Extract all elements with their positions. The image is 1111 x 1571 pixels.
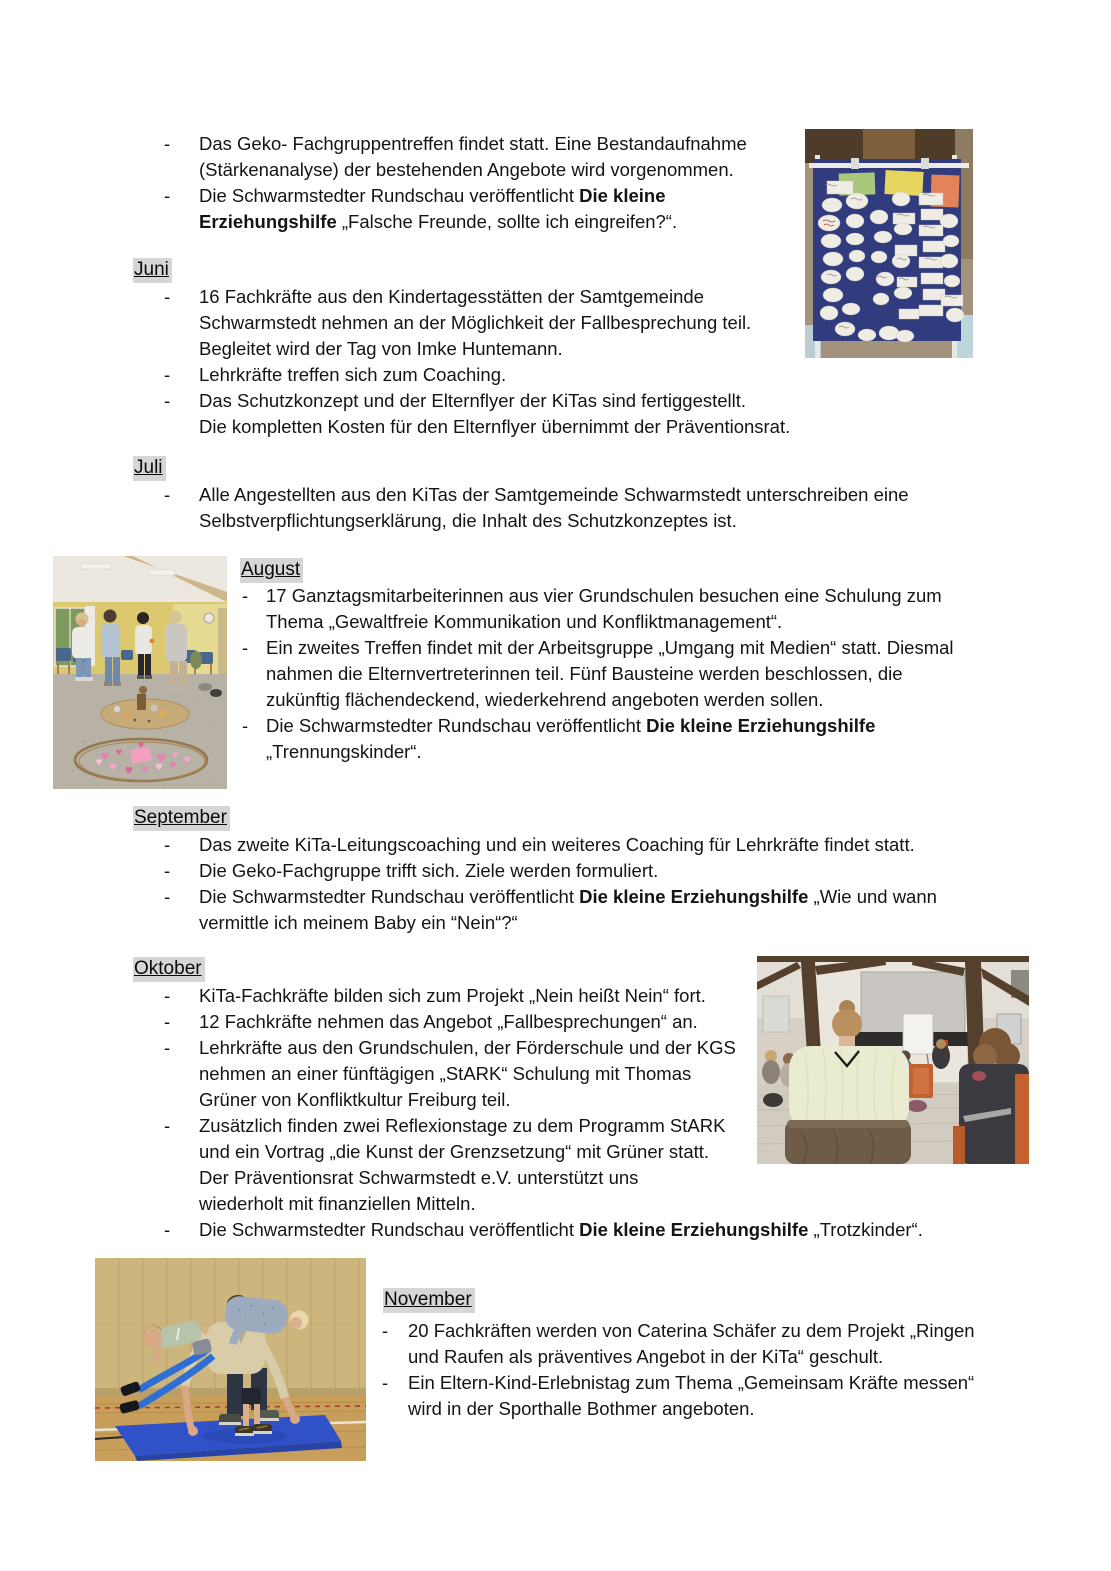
section-list-september	[164, 832, 1064, 936]
svg-text:♥: ♥	[100, 752, 110, 763]
bullet-text: Die Schwarmstedter Rundschau veröffentlicht Die kleine Erziehungshilfe „Falsche Freunde, sollte ich eingreifen?“.	[199, 185, 678, 232]
bullet-item	[242, 583, 1062, 635]
section-heading-oktober: Oktober	[133, 957, 205, 982]
wall-clock	[204, 613, 214, 623]
svg-text:♥: ♥	[141, 765, 149, 774]
chair-with-blanket	[785, 1120, 911, 1164]
svg-text:♥: ♥	[108, 763, 118, 773]
bullet-item	[382, 1318, 1072, 1370]
bullet-text: Das Schutzkonzept und der Elternflyer der KiTas sind fertiggestellt. Die kompletten Kosten für den Elternflyer übernimmt der Präventionsrat.	[199, 390, 791, 437]
bullet-dash: -	[164, 834, 171, 855]
bullet-item	[382, 1370, 1072, 1422]
bullet-text: 20 Fachkräften werden von Caterina Schäfer zu dem Projekt „Ringen und Raufen als präventives Angebot in der KiTa“ geschult.	[408, 1320, 975, 1367]
bullet-text: Ein Eltern-Kind-Erlebnistag zum Thema „Gemeinsam Kräfte messen“ wird in der Sporthalle Bothmer angeboten.	[408, 1372, 975, 1419]
svg-text:♥: ♥	[169, 761, 177, 770]
bullet-text: Lehrkräfte treffen sich zum Coaching.	[199, 364, 507, 385]
svg-text:♥: ♥	[182, 756, 192, 766]
bullet-dash: -	[164, 985, 171, 1006]
bullet-item	[164, 183, 854, 235]
photo-pinboard	[805, 129, 973, 358]
bullet-item	[164, 858, 1064, 884]
photo-october-seminar	[757, 956, 1029, 1164]
section-heading-juni: Juni	[133, 258, 172, 283]
bullet-text: Alle Angestellten aus den KiTas der Samtgemeinde Schwarmstedt unterschreiben eine Selbstverpflichtungserklärung, die Inhalt des Schutzkonzeptes ist.	[199, 484, 909, 531]
bullet-text: Die Schwarmstedter Rundschau veröffentlicht Die kleine Erziehungshilfe „Trotzkinder“.	[199, 1219, 923, 1240]
bullet-dash: -	[164, 1219, 171, 1240]
section-heading-september: September	[133, 806, 230, 831]
october-photo-graphic	[757, 956, 1029, 1164]
svg-text:♥: ♥	[171, 751, 179, 760]
bullet-dash: -	[242, 585, 249, 606]
section-heading-august: August	[240, 558, 303, 583]
svg-text:♥: ♥	[124, 766, 134, 777]
bullet-dash: -	[164, 364, 171, 385]
section-list-november	[382, 1318, 1072, 1422]
bullet-dash: -	[382, 1372, 389, 1393]
bullet-item	[242, 635, 1062, 713]
bullet-item	[164, 884, 1064, 936]
photo-august-room	[53, 556, 227, 789]
bullet-text: KiTa-Fachkräfte bilden sich zum Projekt „Nein heißt Nein“ fort.	[199, 985, 706, 1006]
bullet-text: Zusätzlich finden zwei Reflexionstage zu dem Programm StARK und ein Vortrag „die Kunst der Grenzsetzung“ mit Grüner statt. Der Präventionsrat Schwarmstedt e.V. unterstützt uns wiederholt mit finanziellen Mitteln.	[199, 1115, 726, 1214]
bullet-text: Die Schwarmstedter Rundschau veröffentlicht Die kleine Erziehungshilfe „Trennungskinder“.	[266, 715, 876, 762]
bullet-dash: -	[382, 1320, 389, 1341]
section-list-juli	[164, 482, 1044, 534]
bullet-dash: -	[164, 484, 171, 505]
pinboard-photo-graphic	[805, 129, 973, 358]
bullet-dash: -	[164, 1115, 171, 1136]
bullet-dash: -	[164, 286, 171, 307]
bullet-item	[164, 284, 884, 362]
svg-text:♥: ♥	[137, 741, 145, 750]
bullet-dash: -	[164, 390, 171, 411]
svg-text:♥: ♥	[95, 758, 103, 767]
section-list-august	[242, 583, 1062, 765]
bullet-item	[164, 1217, 1004, 1243]
bullet-dash: -	[164, 133, 171, 154]
bullet-item	[164, 131, 854, 183]
november-photo-graphic	[95, 1258, 366, 1461]
bullet-item	[242, 713, 1062, 765]
bullet-dash: -	[242, 637, 249, 658]
bullet-item	[164, 482, 1044, 534]
section-list-juni	[164, 284, 884, 440]
bullet-text: Das zweite KiTa-Leitungscoaching und ein weiteres Coaching für Lehrkräfte findet statt.	[199, 834, 915, 855]
section-heading-juli: Juli	[133, 456, 166, 481]
section-heading-november: November	[383, 1288, 475, 1313]
bullet-text: 16 Fachkräfte aus den Kindertagesstätten der Samtgemeinde Schwarmstedt nehmen an der Möglichkeit der Fallbesprechung teil. Begleitet wird der Tag von Imke Huntemann.	[199, 286, 752, 359]
bullet-dash: -	[164, 1011, 171, 1032]
bullet-dash: -	[164, 886, 171, 907]
bullet-text: Die Geko-Fachgruppe trifft sich. Ziele werden formuliert.	[199, 860, 659, 881]
section-list-intro	[164, 131, 854, 235]
photo-november-gym	[95, 1258, 366, 1461]
bullet-dash: -	[164, 1037, 171, 1058]
bullet-dash: -	[164, 185, 171, 206]
bullet-text: Das Geko- Fachgruppentreffen findet statt. Eine Bestandaufnahme (Stärkenanalyse) der bestehenden Angebote wird vorgenommen.	[199, 133, 747, 180]
svg-text:♥: ♥	[115, 748, 123, 757]
bullet-text: Die Schwarmstedter Rundschau veröffentlicht Die kleine Erziehungshilfe „Wie und wann vermittle ich meinem Baby ein “Nein“?“	[199, 886, 937, 933]
bullet-item	[164, 388, 884, 440]
flipchart	[903, 1014, 933, 1054]
august-photo-graphic	[53, 556, 227, 789]
bullet-text: 17 Ganztagsmitarbeiterinnen aus vier Grundschulen besuchen eine Schulung zum Thema „Gewaltfreie Kommunikation und Konfliktmanagement“.	[266, 585, 942, 632]
bullet-item	[164, 832, 1064, 858]
bullet-text: Lehrkräfte aus den Grundschulen, der Förderschule und der KGS nehmen an einer fünftägigen „StARK“ Schulung mit Thomas Grüner von Konfliktkultur Freiburg teil.	[199, 1037, 736, 1110]
bullet-dash: -	[242, 715, 249, 736]
bullet-text: 12 Fachkräfte nehmen das Angebot „Fallbesprechungen“ an.	[199, 1011, 698, 1032]
bullet-text: Ein zweites Treffen findet mit der Arbeitsgruppe „Umgang mit Medien“ statt. Diesmal nahmen die Elternvertreterinnen teil. Fünf Bausteine werden beschlossen, die zukünftig flächendeckend, wiederkehrend angeboten werden sollen.	[266, 637, 954, 710]
bullet-dash: -	[164, 860, 171, 881]
svg-text:♥: ♥	[154, 763, 164, 773]
bullet-item	[164, 362, 884, 388]
svg-text:♥: ♥	[156, 752, 166, 765]
